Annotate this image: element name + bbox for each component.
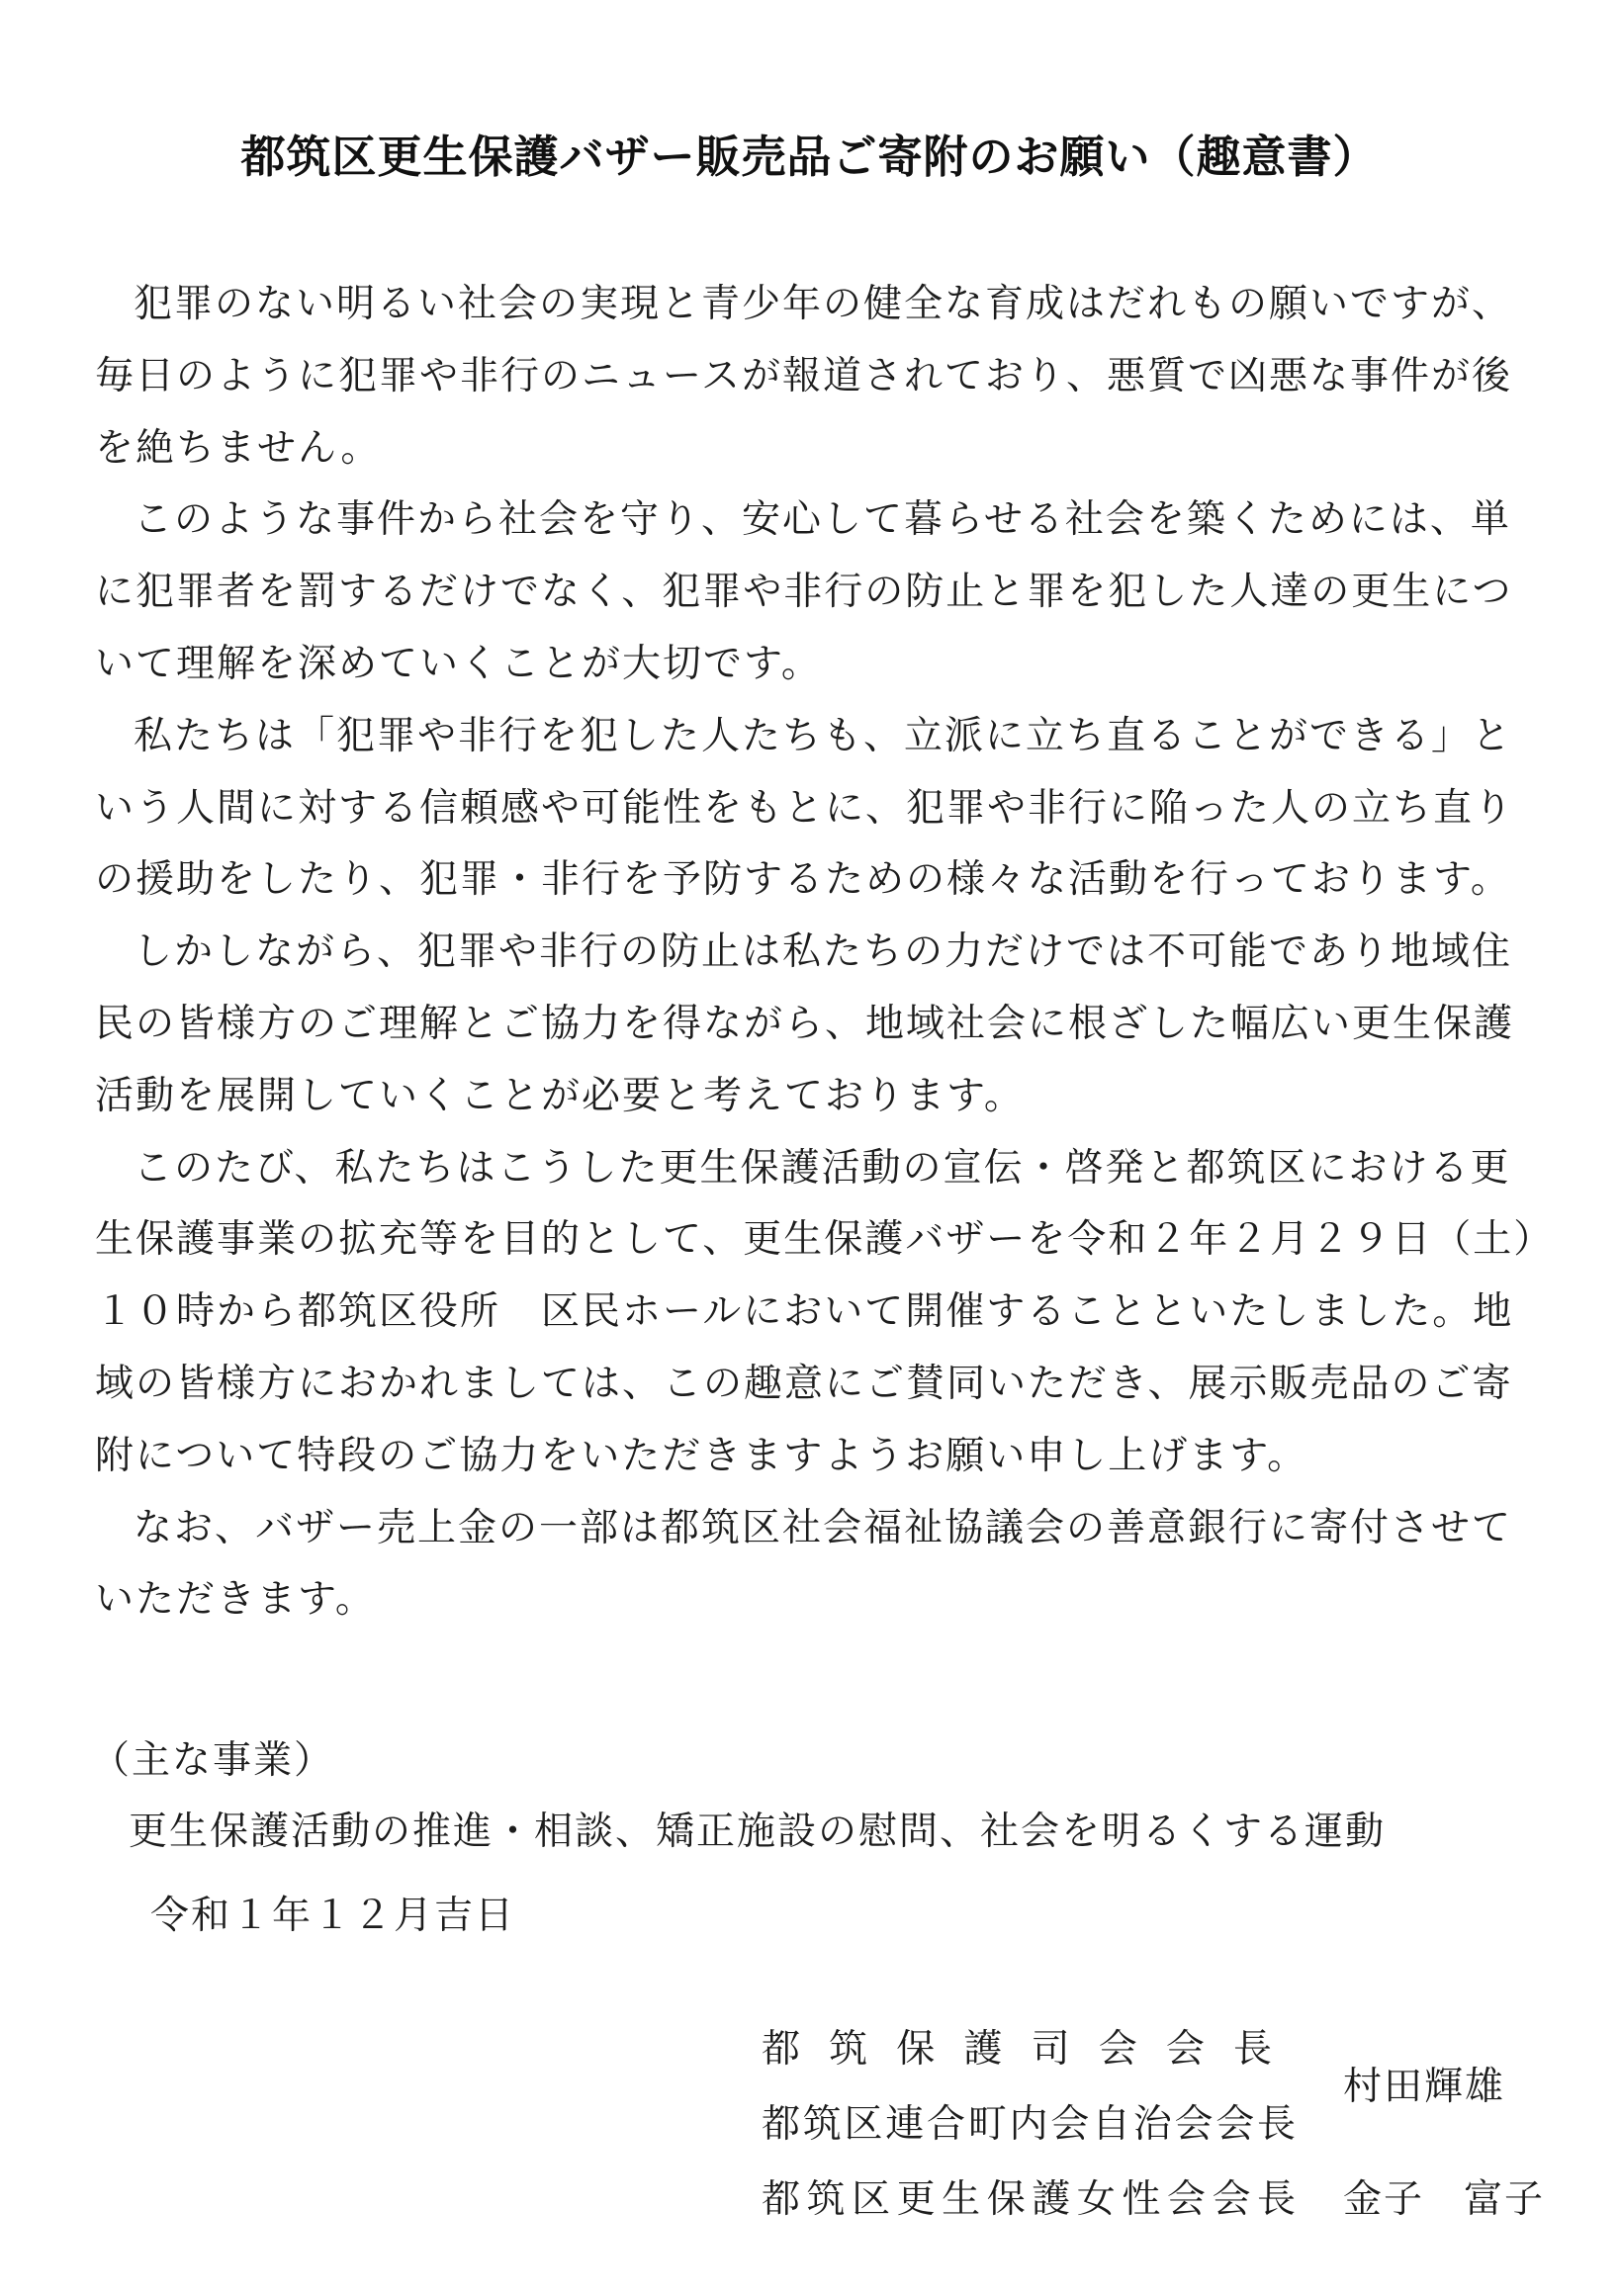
signatory-given-name: 輝雄	[1424, 2065, 1506, 2109]
signatory-row	[762, 2012, 1553, 2109]
paragraph: 犯罪のない明るい社会の実現と青少年の健全な育成はだれもの願いですが、毎日のように犯罪や非行のニュースが報道されており、悪質で凶悪な事件が後を絶ちません。	[95, 282, 1513, 471]
signatory-row	[762, 2087, 1553, 2163]
signature-block	[762, 2012, 1553, 2238]
signatory-row	[762, 2163, 1553, 2238]
paragraph: このような事件から社会を守り、安心して暮らせる社会を築くためには、単に犯罪者を罰するだけでなく、犯罪や非行の防止と罪を犯した人達の更生について理解を深めていくことが大切です。	[95, 497, 1513, 686]
document-body	[95, 269, 1549, 1636]
main-activities-heading: （主な事業）	[91, 1738, 335, 1783]
signatory-given-name: 富子	[1464, 2177, 1546, 2222]
paragraph: 私たちは「犯罪や非行を犯した人たちも、立派に立ち直ることができる」という人間に対する信頼感や可能性をもとに、犯罪や非行に陥った人の立ち直りの援助をしたり、犯罪・非行を予防するための様々な活動を行っております。	[95, 713, 1515, 903]
signatory-name	[1343, 2163, 1545, 2238]
signatory-title: 都筑区更生保護女性会会長	[762, 2177, 1296, 2222]
main-activities-section	[91, 1725, 1386, 1868]
signatory-title: 都筑区連合町内会自治会会長	[762, 2102, 1296, 2147]
main-activities-content: 更生保護活動の推進・相談、矯正施設の慰問、社会を明るくする運動	[129, 1810, 1387, 1854]
document-title: 都筑区更生保護バザー販売品ご寄附のお願い（趣意書）	[240, 131, 1379, 183]
document-date: 令和１年１２月吉日	[150, 1894, 516, 1938]
signatory-title: 都筑保護司会会長	[762, 2027, 1286, 2072]
paragraph: しかしながら、犯罪や非行の防止は私たちの力だけでは不可能であり地域住民の皆様方のご理解とご協力を得ながら、地域社会に根ざした幅広い更生保護活動を展開していくことが必要と考えております。	[95, 929, 1515, 1118]
signatory-family-name: 村田	[1343, 2065, 1425, 2109]
signatory-family-name: 金子	[1343, 2177, 1425, 2222]
paragraph: なお、バザー売上金の一部は都筑区社会福祉協議会の善意銀行に寄付させていただきます。	[95, 1505, 1513, 1623]
paragraph: このたび、私たちはこうした更生保護活動の宣伝・啓発と都筑区における更生保護事業の拡充等を目的として、更生保護バザーを令和２年２月２９日（土）１０時から都筑区役所 区民ホールにおいて開催することといたしました。地域の皆様方におかれましては、この趣意にご賛同いただき、展示販売品のご寄附について特段のご協力をいただきますようお願い申し上げます。	[95, 1145, 1535, 1478]
